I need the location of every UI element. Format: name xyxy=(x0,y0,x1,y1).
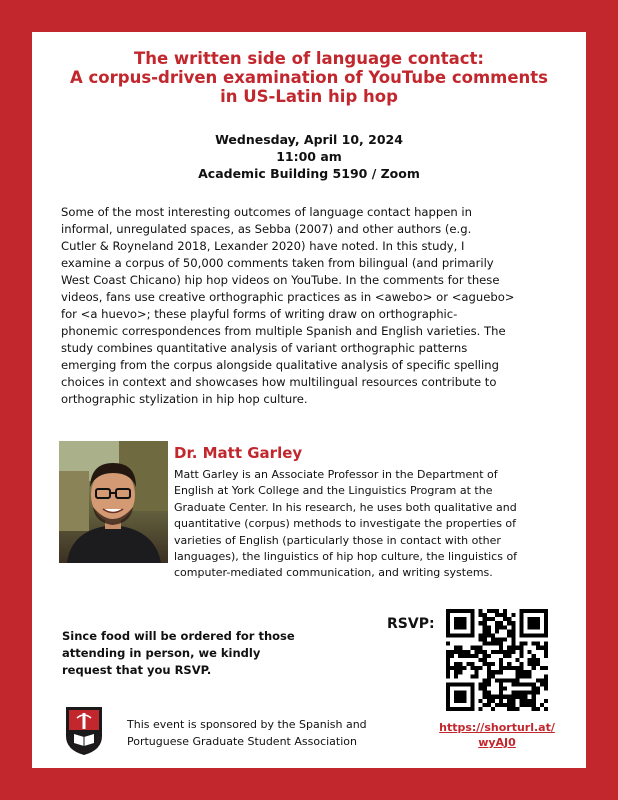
speaker-bio xyxy=(174,467,574,582)
bio-line: varieties of English (particularly those in contact with other xyxy=(174,533,501,547)
event-date: Wednesday, April 10, 2024 xyxy=(215,132,403,147)
bio-line: quantitative (corpus) methods to investigate the properties of xyxy=(174,517,517,531)
title-line: A corpus-driven examination of YouTube comments xyxy=(70,68,548,87)
speaker-portrait-icon xyxy=(59,441,168,563)
abstract-line: videos, fans use creative orthographic practices as in <awebo> or <aguebo> xyxy=(61,290,515,304)
food-note xyxy=(62,628,322,679)
abstract-line: orthographic stylization in hip hop culture. xyxy=(61,392,308,406)
sponsor-line: This event is sponsored by the Spanish and xyxy=(127,718,367,731)
abstract-line: study combines quantitative analysis of variant orthographic patterns xyxy=(61,341,468,355)
food-note-line: Since food will be ordered for those xyxy=(62,629,295,643)
bio-line: English at York College and the Linguistics Program at the xyxy=(174,484,493,498)
bio-line: Graduate Center. In his research, he uses both qualitative and xyxy=(174,500,517,514)
rsvp-link-line[interactable]: https://shorturl.at/ xyxy=(439,721,555,734)
abstract-line: examine a corpus of 50,000 comments taken from bilingual (and primarily xyxy=(61,256,494,270)
abstract-line: for <a huevo>; these playful forms of writing draw on orthographic- xyxy=(61,307,458,321)
bio-line: languages), the linguistics of hip hop culture, the linguistics of xyxy=(174,550,518,564)
sponsor-line: Portuguese Graduate Student Association xyxy=(127,735,357,748)
bio-line: Matt Garley is an Associate Professor in the Department of xyxy=(174,468,498,481)
rsvp-label: RSVP: xyxy=(387,616,435,632)
rsvp-link-line[interactable]: wyAJ0 xyxy=(478,736,516,749)
qr-code-icon[interactable] xyxy=(446,609,548,711)
speaker-name: Dr. Matt Garley xyxy=(174,444,303,462)
bio-line: computer-mediated communication, and writing systems. xyxy=(174,566,493,580)
event-details xyxy=(32,131,586,182)
food-note-line: request that you RSVP. xyxy=(62,663,212,677)
rsvp-link[interactable] xyxy=(422,720,572,750)
abstract-line: informal, unregulated spaces, as Sebba (2007) and other authors (e.g. xyxy=(61,222,472,236)
event-time: 11:00 am xyxy=(276,149,342,164)
abstract-line: Some of the most interesting outcomes of language contact happen in xyxy=(61,205,472,219)
abstract-line: West Coast Chicano) hip hop videos on YouTube. In the comments for these xyxy=(61,273,500,287)
title-line: The written side of language contact: xyxy=(133,49,485,68)
abstract-line: emerging from the corpus alongside qualitative analysis of specific spelling xyxy=(61,358,499,372)
abstract-line: choices in context and showcases how multilingual resources contribute to xyxy=(61,375,497,389)
title-line: in US-Latin hip hop xyxy=(220,87,398,106)
sponsor-note xyxy=(127,716,367,750)
university-shield-icon xyxy=(65,706,103,756)
event-title xyxy=(32,49,586,106)
abstract xyxy=(61,204,561,408)
food-note-line: attending in person, we kindly xyxy=(62,646,261,660)
abstract-line: Cutler & Royneland 2018, Lexander 2020) have noted. In this study, I xyxy=(61,239,465,253)
event-location: Academic Building 5190 / Zoom xyxy=(198,166,420,181)
abstract-line: phonemic correspondences from multiple Spanish and English varieties. The xyxy=(61,324,506,338)
flyer-sheet xyxy=(32,32,586,768)
speaker-photo xyxy=(59,441,168,563)
